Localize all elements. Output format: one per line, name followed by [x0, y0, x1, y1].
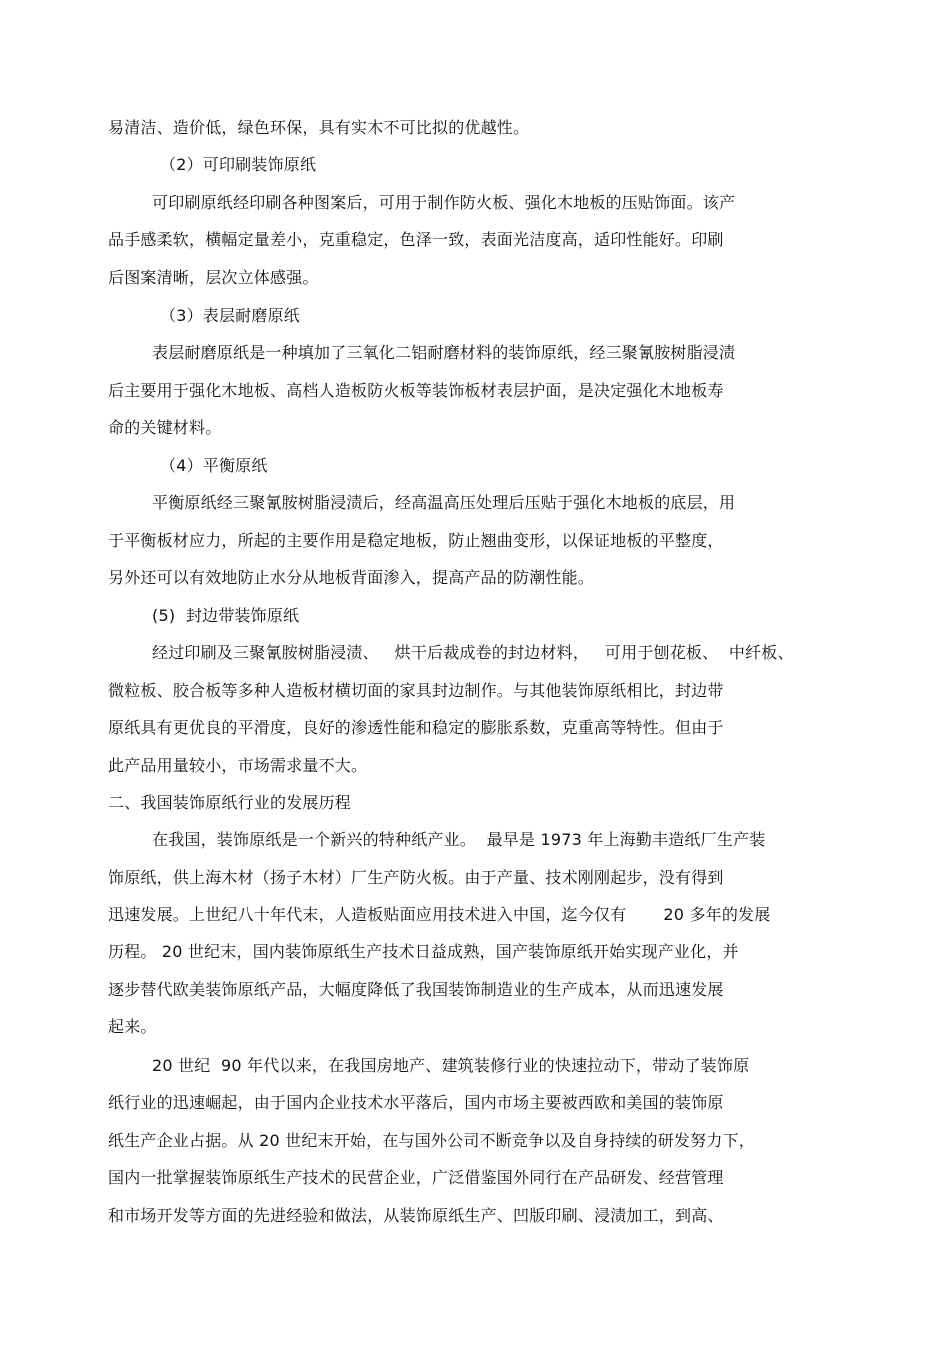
text-line: 逐步替代欧美装饰原纸产品，大幅度降低了我国装饰制造业的生产成本，从而迅速发展 [108, 980, 724, 999]
section-heading: （3）表层耐磨原纸 [160, 306, 300, 325]
section-heading: (5) 封边带装饰原纸 [152, 606, 300, 625]
text-line: 平衡原纸经三聚氰胺树脂浸渍后，经高温高压处理后压贴于强化木地板的底层，用 [152, 493, 736, 512]
text-line: 纸行业的迅速崛起，由于国内企业技术水平落后，国内市场主要被西欧和美国的装饰原 [108, 1093, 724, 1112]
text-line: 迅速发展。上世纪八十年代末，人造板贴面应用技术进入中国，迄今仅有 20 多年的发展 [108, 905, 771, 924]
text-line: 饰原纸，供上海木材（扬子木材）厂生产防火板。由于产量、技术刚刚起步，没有得到 [108, 868, 724, 887]
text-line: 品手感柔软，横幅定量差小，克重稳定，色泽一致，表面光洁度高，适印性能好。印刷 [108, 230, 724, 249]
text-line: 于平衡板材应力，所起的主要作用是稳定地板，防止翘曲变形，以保证地板的平整度， [108, 531, 724, 550]
text-line: 后主要用于强化木地板、高档人造板防火板等装饰板材表层护面，是决定强化木地板寿 [108, 381, 724, 400]
text-line: 此产品用量较小，市场需求量不大。 [108, 756, 368, 775]
text-line: 另外还可以有效地防止水分从地板背面渗入，提高产品的防潮性能。 [108, 568, 595, 587]
chapter-heading: 二、我国装饰原纸行业的发展历程 [108, 793, 352, 812]
text-line: 后图案清晰，层次立体感强。 [108, 268, 319, 287]
text-line: 表层耐磨原纸是一种填加了三氧化二铝耐磨材料的装饰原纸，经三聚氰胺树脂浸渍 [152, 343, 736, 362]
text-line: 起来。 [108, 1017, 157, 1036]
text-line: 可印刷原纸经印刷各种图案后，可用于制作防火板、强化木地板的压贴饰面。该产 [152, 193, 736, 212]
text-line: 微粒板、胶合板等多种人造板材横切面的家具封边制作。与其他装饰原纸相比，封边带 [108, 681, 724, 700]
text-line: 原纸具有更优良的平滑度，良好的渗透性能和稳定的膨胀系数，克重高等特性。但由于 [108, 718, 724, 737]
text-line: 20 世纪 90 年代以来，在我国房地产、建筑装修行业的快速拉动下，带动了装饰原 [152, 1056, 750, 1075]
text-line: 在我国，装饰原纸是一个新兴的特种纸产业。 最早是 1973 年上海勤丰造纸厂生产装 [152, 830, 766, 849]
text-line: 经过印刷及三聚氰胺树脂浸渍、 烘干后裁成卷的封边材料， 可用于刨花板、 中纤板、 [152, 643, 794, 662]
text-line: 历程。 20 世纪末，国内装饰原纸生产技术日益成熟，国产装饰原纸开始实现产业化，并 [108, 942, 739, 961]
text-line: 和市场开发等方面的先进经验和做法，从装饰原纸生产、凹版印刷、浸渍加工，到高、 [108, 1206, 724, 1225]
text-line: 命的关键材料。 [108, 418, 222, 437]
text-line: 国内一批掌握装饰原纸生产技术的民营企业，广泛借鉴国外同行在产品研发、经营管理 [108, 1168, 724, 1187]
text-line: 易清洁、造价低，绿色环保，具有实木不可比拟的优越性。 [108, 118, 530, 137]
section-heading: （4）平衡原纸 [160, 456, 268, 475]
section-heading: （2）可印刷装饰原纸 [160, 155, 317, 174]
text-line: 纸生产企业占据。从 20 世纪末开始，在与国外公司不断竞争以及自身持续的研发努力下， [108, 1131, 755, 1150]
